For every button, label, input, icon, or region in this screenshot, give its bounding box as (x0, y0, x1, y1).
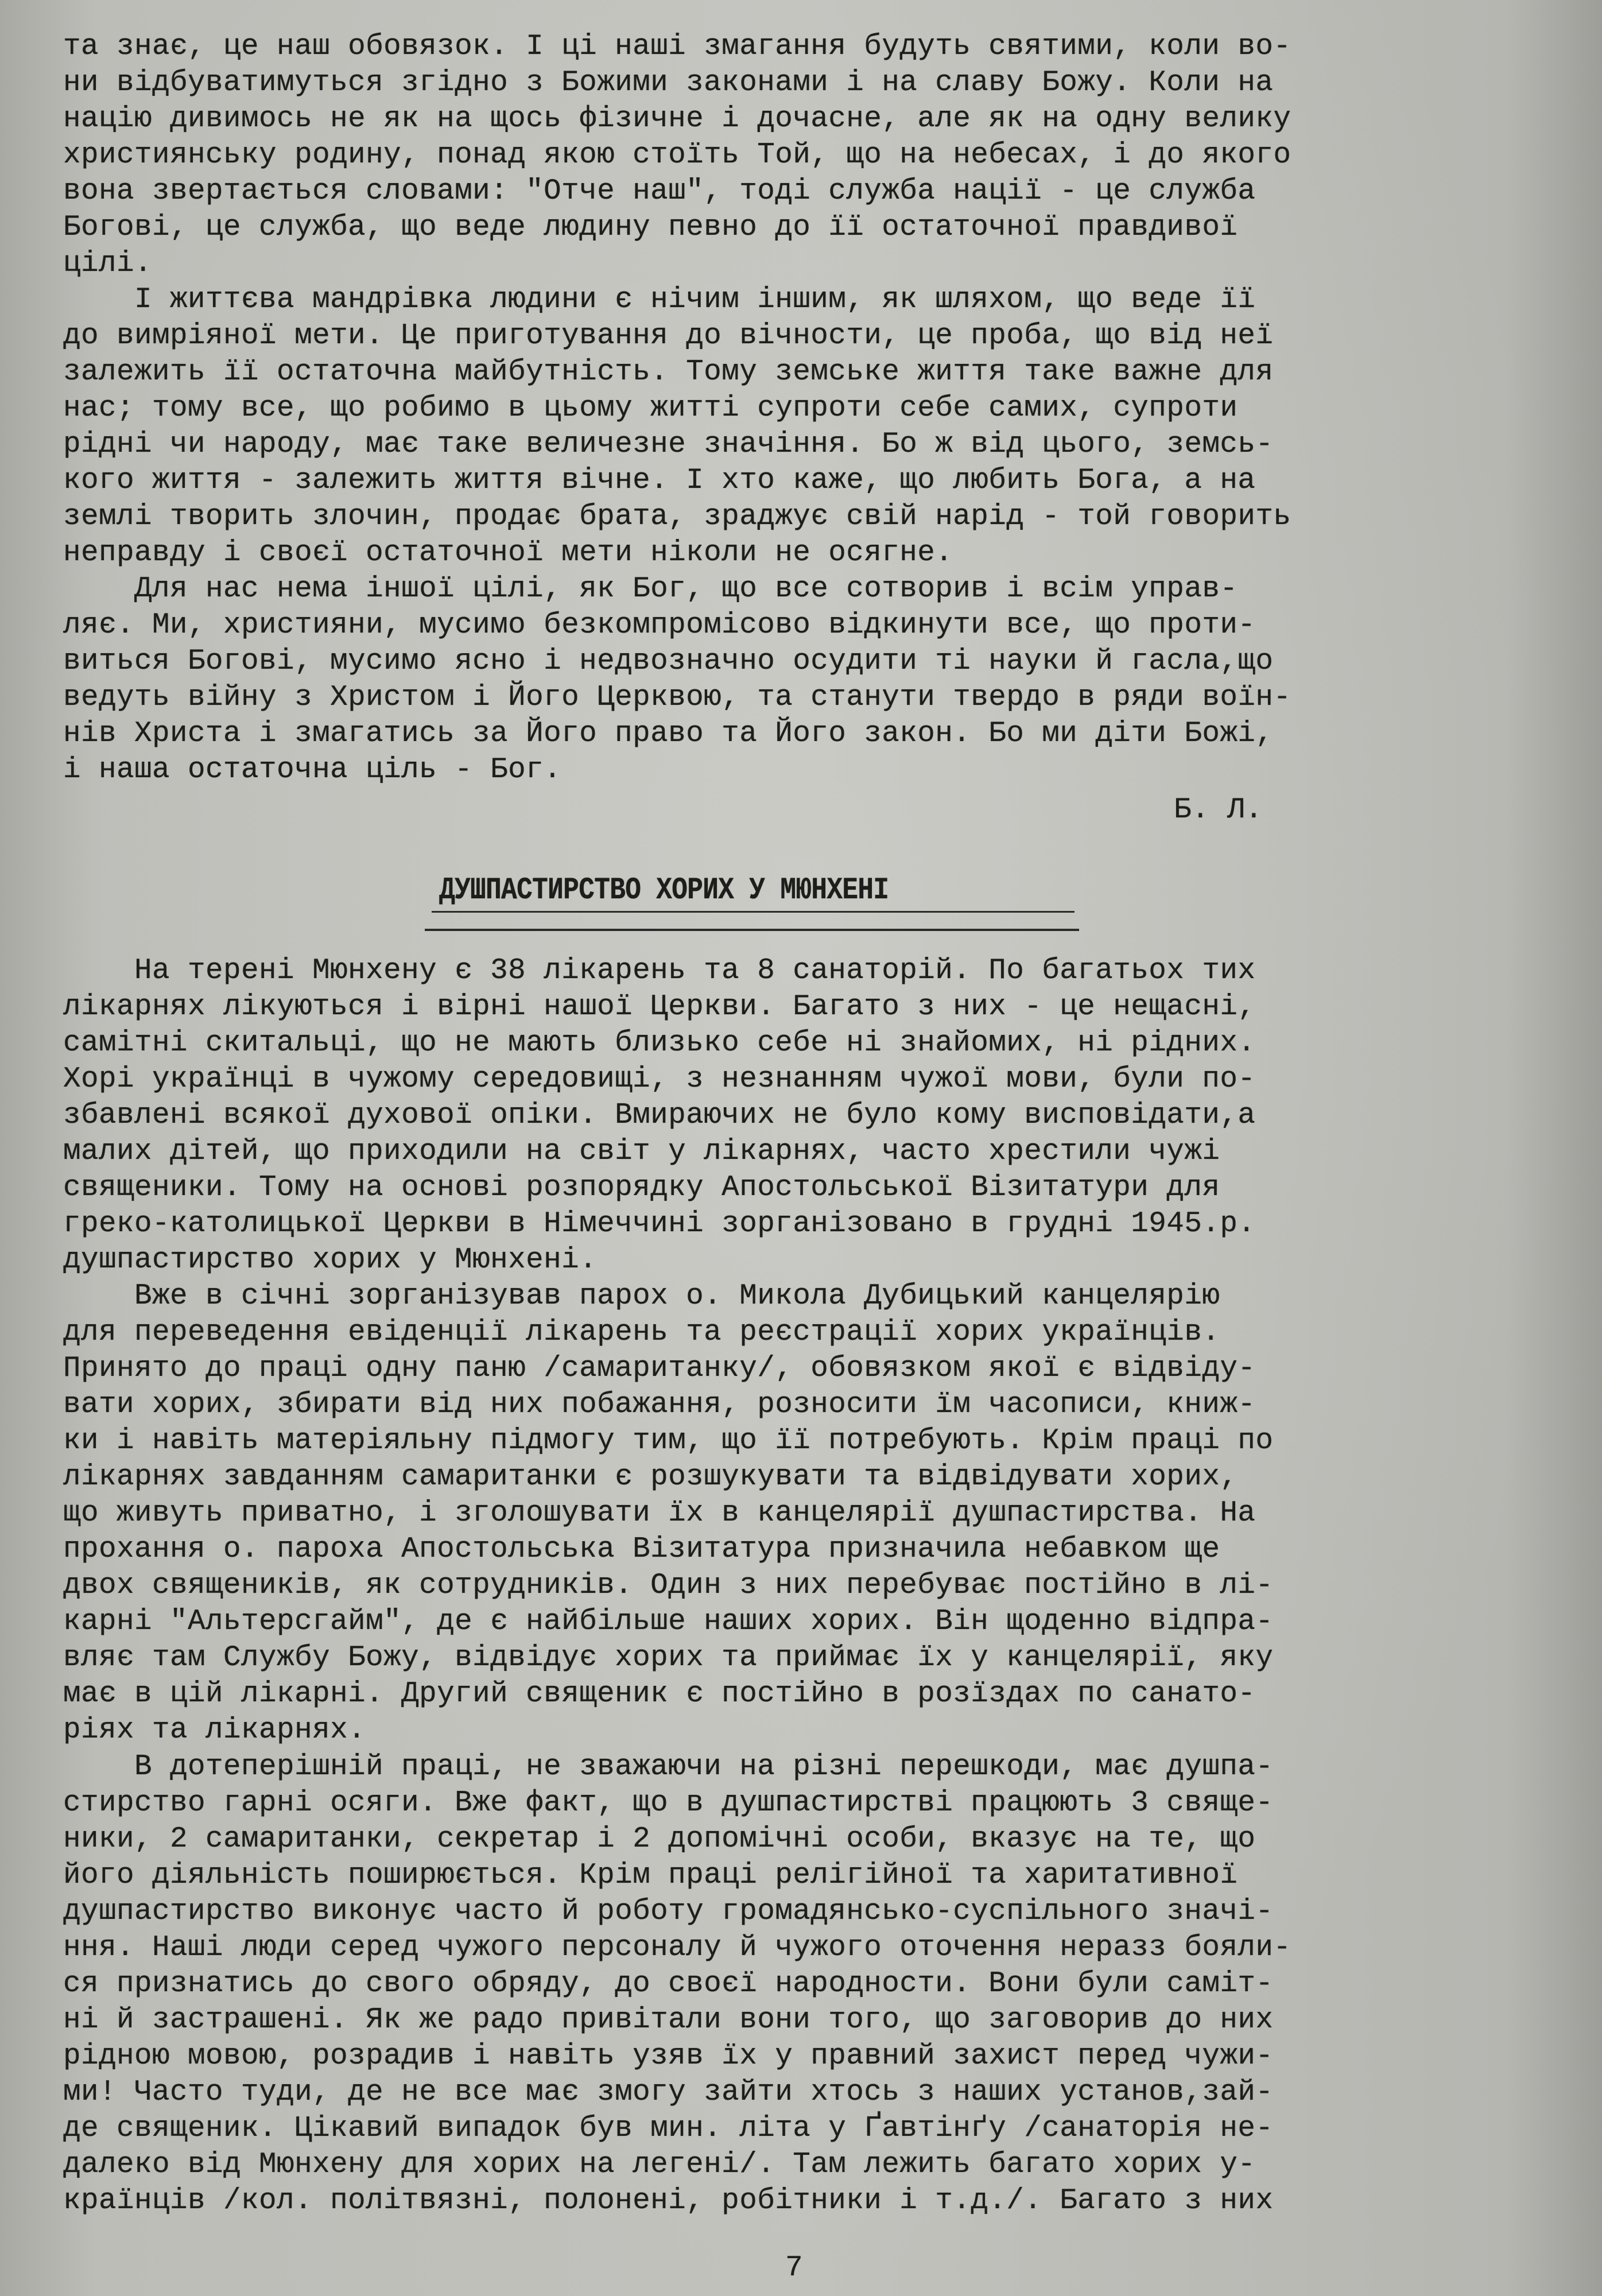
article2-title: ДУШПАСТИРСТВО ХОРИХ У МЮНХЕНІ (439, 873, 889, 908)
article2-paragraph-1: На терені Мюнхену є 38 лікарень та 8 санаторій. По багатьох тих лікарнях лікуються і вірні нашої Церкви. Багато з них - це нещасні, самітні скитальці, що не мають близько себе ні знайомих, ні рідних. Хорі українці в чужому середовищі, з незнанням чужої мови, були по- збавлені всякої духової опіки. Вмираючих не було кому висповідати,а малих дітей, що приходили на світ у лікарнях, часто хрестили чужі священики. Тому на основі розпорядку Апостольської Візитатури для греко-католицької Церкви в Німеччині зорганізовано в грудні 1945.р. душпастирство хорих у Мюнхені. (63, 955, 1256, 1277)
article2-paragraph-2: Вже в січні зорганізував парох о. Микола Дубицький канцелярію для переведення евіденції лікарень та реєстрації хорих українців. Принято до праці одну паню /самаританку/, обовязком якої є відвіду- вати хорих, збирати від них побажання, розносити їм часописи, книж- ки і навіть матеріяльну підмогу тим, що її потребують. Крім праці по лікарнях завданням самаританки є розшукувати та відвідувати хорих, що живуть приватно, і зголошувати їх в канцелярії душпастирства. На прохання о. пароха Апостольська Візитатура призначила небавком ще двох священиків, як сотрудників. Один з них перебуває постійно в лі- карні "Альтерсгайм", де є найбільше наших хорих. Він щоденно відпра- вляє там Службу Божу, відвідує хорих та приймає їх у канцелярії, яку має в цій лікарні. Другий священик є постійно в розїздах по санато- ріях та лікарнях. (63, 1280, 1274, 1747)
page-number: 7 (785, 2252, 803, 2285)
title-underline-upper (432, 911, 1075, 913)
article1-paragraph-1: та знає, це наш обовязок. І ці наші змагання будуть святими, коли во- ни відбуватимуться згідно з Божими законами і на славу Божу. Коли на націю дивимось не як на щось фізичне і дочасне, але як на одну велику християнську родину, понад якою стоїть Той, що на небесах, і до якого вона звертається словами: "Отче наш", тоді служба нації - це служба Богові, це служба, що веде людину певно до її остаточної правдивої цілі. (63, 30, 1291, 280)
author-signature: Б. Л. (1174, 794, 1263, 827)
article1-paragraph-3: Для нас нема іншої цілі, як Бог, що все сотворив і всім управ- ляє. Ми, християни, мусимо безкомпромісово відкинути все, що проти- виться Богові, мусимо ясно і недвозначно осудити ті науки й гасла,що ведуть війну з Христом і Його Церквою, та станути твердо в ряди воїн- нів Христа і змагатись за Його право та Його закон. Бо ми діти Божі, і наша остаточна ціль - Бог. (63, 573, 1291, 786)
article1-paragraph-2: І життєва мандрівка людини є нічим іншим, як шляхом, що веде її до вимріяної мети. Це приготування до вічности, це проба, що від неї залежить її остаточна майбутність. Тому земське життя таке важне для нас; тому все, що робимо в цьому житті супроти себе самих, супроти рідні чи народу, має таке величезне значіння. Бо ж від цього, земсь- кого життя - залежить життя вічне. І хто каже, що любить Бога, а на землі творить злочин, продає брата, зраджує свій нарід - той говорить неправду і своєї остаточної мети ніколи не осягне. (63, 284, 1291, 569)
title-underline-lower (425, 929, 1079, 931)
article2-paragraph-3: В дотеперішній праці, не зважаючи на різні перешкоди, має душпа- стирство гарні осяги. Вже факт, що в душпастирстві працюють 3 свяще- ники, 2 самаританки, секретар і 2 допомічні особи, вказує на те, що його діяльність поширюється. Крім праці релігійної та харитативної душпастирство виконує часто й роботу громадянсько-суспільного значі- ння. Наші люди серед чужого персоналу й чужого оточення неразз бояли- ся признатись до свого обряду, до своєї народности. Вони були саміт- ні й застрашені. Як же радо привітали вони того, що заговорив до них рідною мовою, розрадив і навіть узяв їх у правний захист перед чужи- ми! Часто туди, де не все має змогу зайти хтось з наших установ,зай- де священик. Цікавий випадок був мин. літа у Ґавтінґу /санаторія не- далеко від Мюнхену для хорих на легені/. Там лежить багато хорих у- країнців /кол. політвязні, полонені, робітники і т.д./. Багато з них (63, 1751, 1291, 2217)
